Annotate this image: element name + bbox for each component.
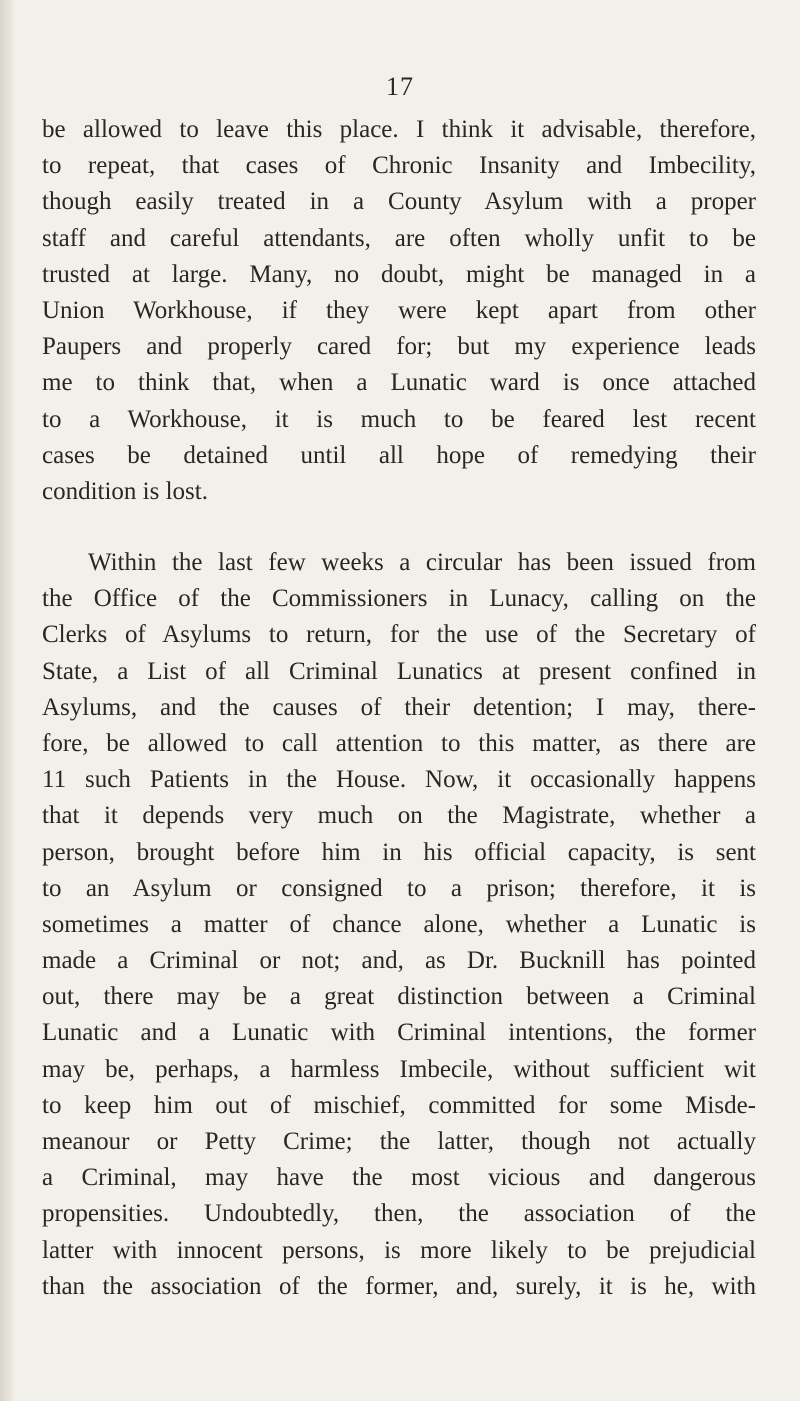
paragraph-2 [42, 545, 756, 1305]
text-line: 11 such Patients in the House. Now, it occasionally happens [42, 766, 756, 794]
text-line: to a Workhouse, it is much to be feared lest recent [42, 405, 756, 433]
text-line: than the association of the former, and, surely, it is he, with [42, 1272, 756, 1300]
page-number: 17 [386, 72, 414, 101]
text-line: sometimes a matter of chance alone, whether a Lunatic is [42, 910, 756, 938]
text-line: though easily treated in a County Asylum with a proper [42, 188, 756, 216]
text-line: Asylums, and the causes of their detention; I may, there- [42, 693, 756, 721]
gutter-shadow [0, 0, 14, 1401]
text-line: a Criminal, may have the most vicious and dangerous [42, 1164, 756, 1192]
text-line: the Office of the Commissioners in Lunacy, calling on the [42, 585, 756, 613]
text-line: State, a List of all Criminal Lunatics at present confined in [42, 657, 756, 685]
text-line: to an Asylum or consigned to a prison; therefore, it is [42, 874, 756, 902]
text-line: propensities. Undoubtedly, then, the association of the [42, 1200, 756, 1228]
text-line: Paupers and properly cared for; but my experience leads [42, 333, 756, 361]
text-line: meanour or Petty Crime; the latter, though not actually [42, 1128, 756, 1155]
text-line: out, there may be a great distinction between a Criminal [42, 983, 756, 1011]
text-line: Lunatic and a Lunatic with Criminal intentions, the former [42, 1019, 756, 1047]
text-line: condition is lost. [42, 477, 208, 505]
text-line: that it depends very much on the Magistrate, whether a [42, 802, 756, 830]
text-line: to keep him out of mischief, committed for some Misde- [42, 1091, 756, 1119]
text-line: Union Workhouse, if they were kept apart from other [42, 296, 756, 324]
text-line: may be, perhaps, a harmless Imbecile, without sufficient wit [42, 1055, 756, 1083]
text-line: latter with innocent persons, is more likely to be prejudicial [42, 1236, 756, 1264]
text-line: trusted at large. Many, no doubt, might be managed in a [42, 260, 756, 288]
text-line: made a Criminal or not; and, as Dr. Bucknill has pointed [42, 947, 756, 975]
text-line: Within the last few weeks a circular has been issued from [88, 549, 756, 576]
text-line: cases be detained until all hope of remedying their [42, 441, 756, 469]
text-line: person, brought before him in his official capacity, is sent [42, 838, 756, 866]
text-line: be allowed to leave this place. I think it advisable, therefore, [42, 116, 756, 143]
text-line: Clerks of Asylums to return, for the use of the Secretary of [42, 621, 756, 649]
text-line: fore, be allowed to call attention to this matter, as there are [42, 729, 756, 757]
paragraph-1 [42, 112, 756, 510]
text-line: staff and careful attendants, are often wholly unfit to be [42, 224, 756, 252]
text-line: to repeat, that cases of Chronic Insanity and Imbecility, [42, 152, 756, 180]
text-line: me to think that, when a Lunatic ward is once attached [42, 369, 756, 397]
